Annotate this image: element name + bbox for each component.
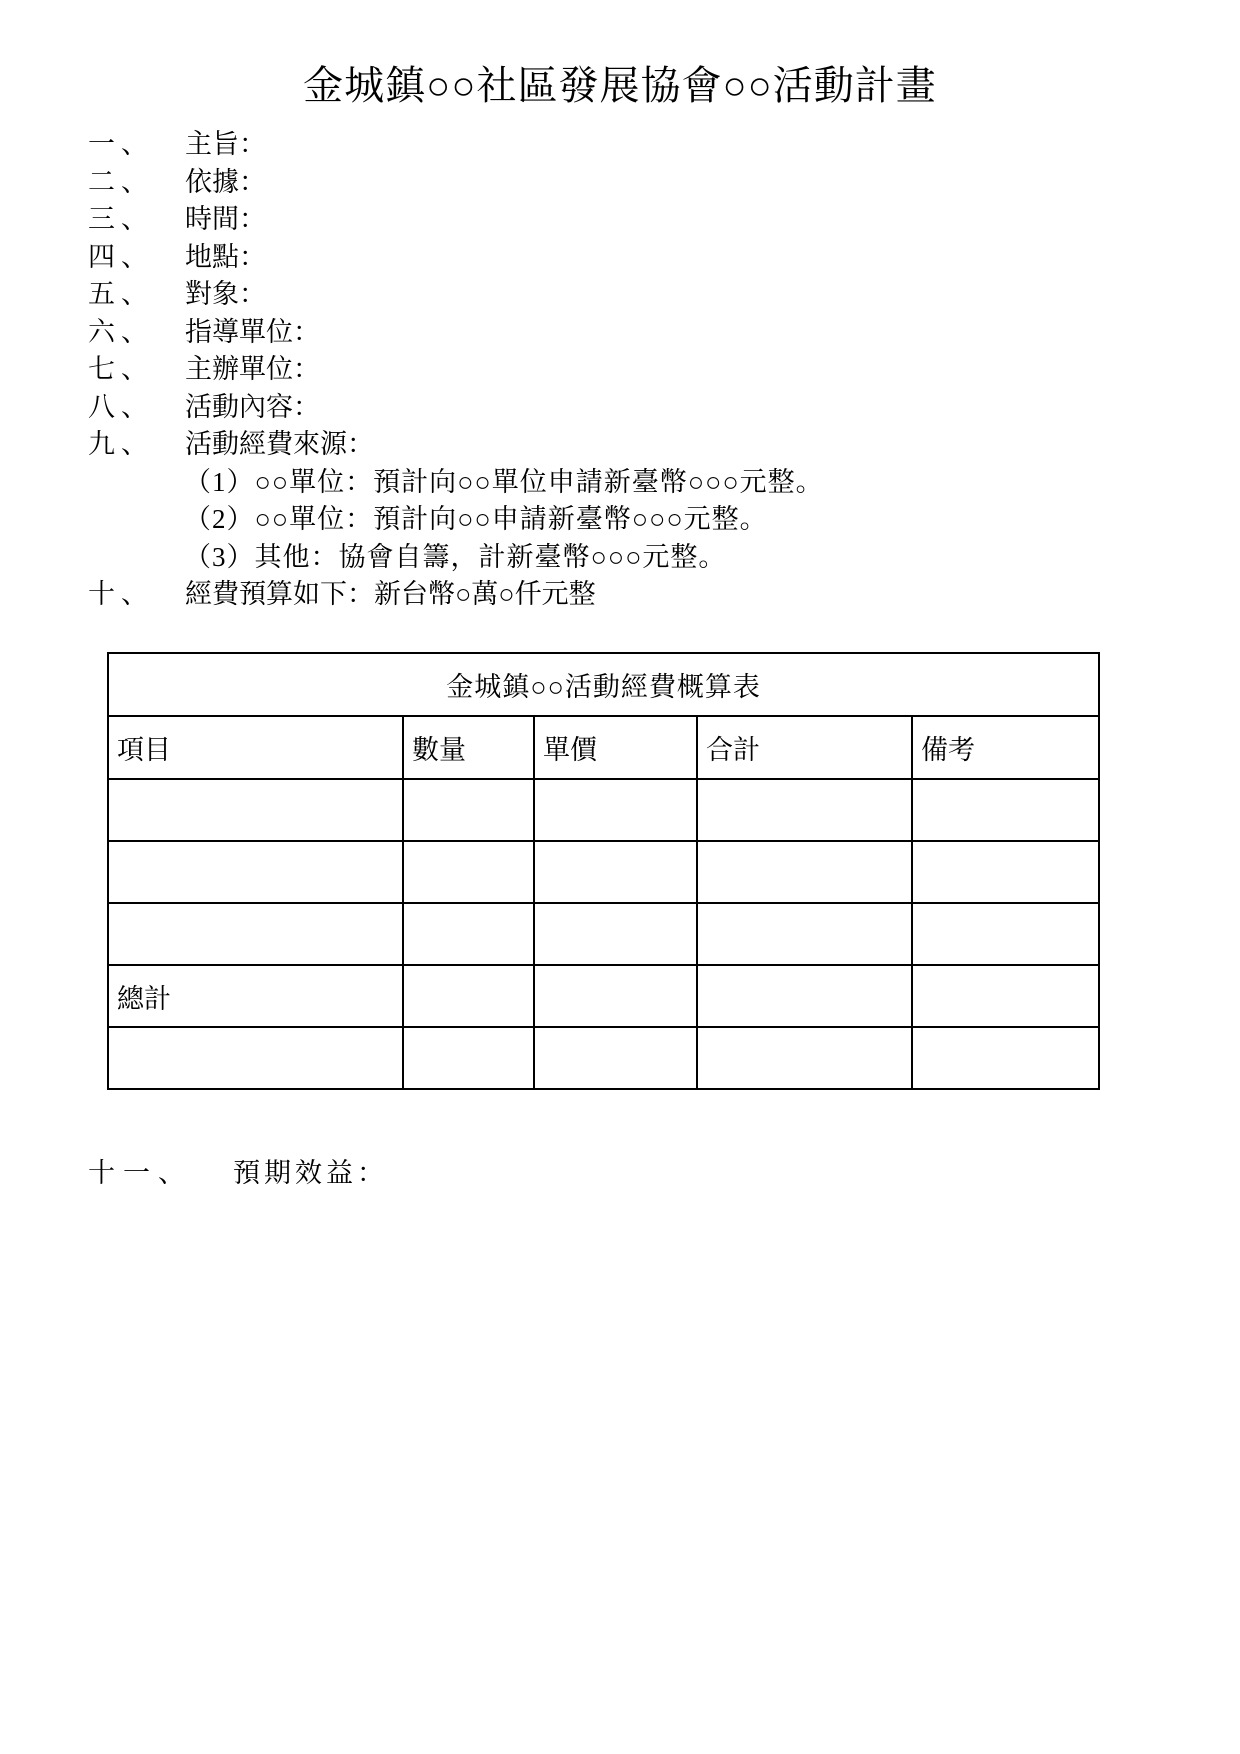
outline-item-number: 九、 [88, 429, 154, 459]
outline-item-label: 活動經費來源： [185, 429, 374, 459]
outline-item-10 [80, 576, 1220, 614]
outline-item-label: 預期效益： [233, 1158, 388, 1188]
outline-item-8 [80, 389, 1220, 427]
budget-table-row-5 [108, 1027, 1099, 1089]
budget-cell [697, 903, 912, 965]
budget-cell [912, 779, 1099, 841]
outline-item-number: 八、 [88, 391, 154, 422]
budget-table-title-row [108, 653, 1099, 716]
outline-item-6 [80, 314, 1220, 352]
budget-cell [534, 841, 697, 903]
outline-item-number: 七、 [88, 354, 154, 384]
budget-cell [697, 965, 912, 1027]
outline-item-label: 地點： [185, 241, 266, 272]
outline-subitem-1 [80, 464, 1220, 502]
outline-item-number: 三、 [88, 204, 154, 234]
outline-subitem-3 [80, 539, 1220, 577]
budget-cell [912, 903, 1099, 965]
outline-item-label: 主辦單位： [185, 354, 320, 384]
budget-table [107, 652, 1100, 1090]
budget-table-row-2 [108, 841, 1099, 903]
budget-cell [534, 965, 697, 1027]
outline-item-number: 十一、 [88, 1158, 193, 1188]
budget-cell [697, 841, 912, 903]
budget-cell [403, 965, 534, 1027]
budget-cell [108, 841, 403, 903]
outline-subitem-text: （2）○○單位：預計向○○申請新臺幣○○○元整。 [184, 504, 768, 534]
outline-item-7 [80, 351, 1220, 389]
budget-cell [403, 779, 534, 841]
outline-item-9 [80, 426, 1220, 464]
outline-item-2 [80, 164, 1220, 202]
budget-cell [534, 903, 697, 965]
budget-cell [403, 903, 534, 965]
outline-item-number: 二、 [88, 166, 154, 197]
outline-item-11 [80, 1154, 1220, 1192]
budget-table-title: 金城鎮○○活動經費概算表 [108, 653, 1099, 716]
budget-cell [108, 903, 403, 965]
budget-cell [697, 779, 912, 841]
budget-table-total-row [108, 965, 1099, 1027]
outline-subitem-text: （1）○○單位：預計向○○單位申請新臺幣○○○元整。 [184, 466, 824, 497]
column-header-item: 項目 [108, 716, 403, 779]
budget-table-row-1 [108, 779, 1099, 841]
outline-item-number: 一、 [88, 129, 154, 159]
outline-subitem-text: （3）其他：協會自籌，計新臺幣○○○元整。 [184, 541, 727, 572]
outline-item-label: 時間： [185, 204, 266, 234]
budget-table-header-row [108, 716, 1099, 779]
outline-item-label: 主旨： [185, 129, 266, 159]
column-header-unit-price: 單價 [534, 716, 697, 779]
budget-cell [912, 1027, 1099, 1089]
total-row-label: 總計 [108, 965, 403, 1027]
outline-item-1 [80, 126, 1220, 164]
budget-cell [697, 1027, 912, 1089]
budget-cell [108, 1027, 403, 1089]
column-header-quantity: 數量 [403, 716, 534, 779]
outline-item-label: 對象： [185, 279, 266, 309]
outline-item-number: 六、 [88, 316, 154, 347]
outline-list [80, 126, 1220, 614]
budget-cell [403, 841, 534, 903]
outline-item-4 [80, 239, 1220, 277]
outline-item-3 [80, 201, 1220, 239]
outline-item-number: 五、 [88, 279, 154, 309]
budget-cell [403, 1027, 534, 1089]
outline-item-label: 指導單位： [185, 316, 320, 347]
budget-cell [534, 1027, 697, 1089]
budget-table-row-3 [108, 903, 1099, 965]
outline-item-number: 四、 [88, 241, 154, 272]
budget-cell [534, 779, 697, 841]
column-header-subtotal: 合計 [697, 716, 912, 779]
document-title: 金城鎮○○社區發展協會○○活動計畫 [303, 63, 937, 108]
outline-subitem-2 [80, 501, 1220, 539]
budget-cell [912, 965, 1099, 1027]
outline-item-5 [80, 276, 1220, 314]
outline-item-label: 活動內容： [185, 391, 320, 422]
outline-item-label: 依據： [185, 166, 266, 197]
outline-item-label: 經費預算如下：新台幣○萬○仟元整 [185, 579, 596, 609]
outline-item-number: 十、 [88, 579, 154, 609]
column-header-remarks: 備考 [912, 716, 1099, 779]
budget-cell [912, 841, 1099, 903]
budget-cell [108, 779, 403, 841]
